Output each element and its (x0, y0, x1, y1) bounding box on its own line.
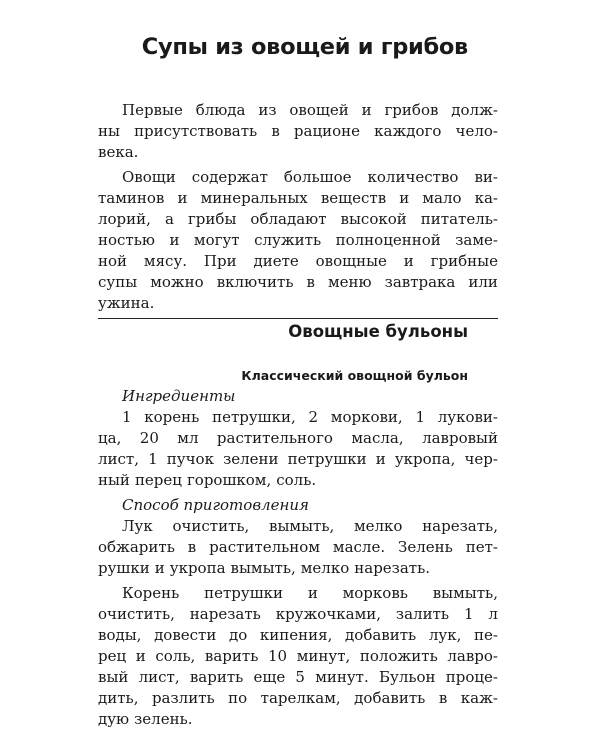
text-line: ужина. (98, 294, 155, 312)
method-paragraph-1 (98, 516, 498, 579)
intro-text (98, 100, 498, 314)
text-line: Корень петрушки и морковь вымыть, (122, 584, 498, 602)
text-line: супы можно включить в меню завтрака или (98, 273, 498, 291)
text-line: ный перец горошком, соль. (98, 471, 317, 489)
text-line: дую зелень. (98, 710, 193, 728)
text-line: ца, 20 мл растительного масла, лавровый (98, 429, 498, 447)
text-line: Лук очистить, вымыть, мелко нарезать, (122, 517, 498, 535)
text-line: века. (98, 143, 139, 161)
section-divider (98, 318, 498, 319)
text-line: лист, 1 пучок зелени петрушки и укропа, чер- (98, 450, 498, 468)
text-line: обжарить в растительном масле. Зелень пет- (98, 538, 498, 556)
text-line: 1 корень петрушки, 2 моркови, 1 лукови- (122, 408, 498, 426)
intro-paragraph-2 (98, 167, 498, 314)
text-line: вый лист, варить еще 5 минут. Бульон проце- (98, 668, 498, 686)
section-title: Овощные бульоны (288, 322, 468, 341)
text-line: таминов и минеральных веществ и мало ка- (98, 189, 498, 207)
text-line: ной мясу. При диете овощные и грибные (98, 252, 498, 270)
text-line: воды, довести до кипения, добавить лук, пе- (98, 626, 498, 644)
text-line: лорий, а грибы обладают высокой питатель- (98, 210, 498, 228)
method-label: Способ приготовления (122, 496, 309, 514)
ingredients-label: Ингредиенты (122, 387, 236, 405)
method-block (98, 495, 498, 730)
text-line: рушки и укропа вымыть, мелко нарезать. (98, 559, 431, 577)
method-paragraph-2 (98, 583, 498, 730)
text-line: Овощи содержат большое количество ви- (122, 168, 498, 186)
ingredients-block (98, 386, 498, 491)
text-line: Первые блюда из овощей и грибов долж- (122, 101, 498, 119)
chapter-title: Супы из овощей и грибов (141, 34, 468, 60)
intro-paragraph-1 (98, 100, 498, 163)
text-line: рец и соль, варить 10 минут, положить лавро- (98, 647, 498, 665)
text-line: очистить, нарезать кружочками, залить 1 л (98, 605, 498, 623)
text-line: ностью и могут служить полноценной заме- (98, 231, 498, 249)
text-line: ны присутствовать в рационе каждого чело- (98, 122, 498, 140)
text-line: дить, разлить по тарелкам, добавить в каж- (98, 689, 498, 707)
recipe-title: Классический овощной бульон (241, 368, 468, 383)
